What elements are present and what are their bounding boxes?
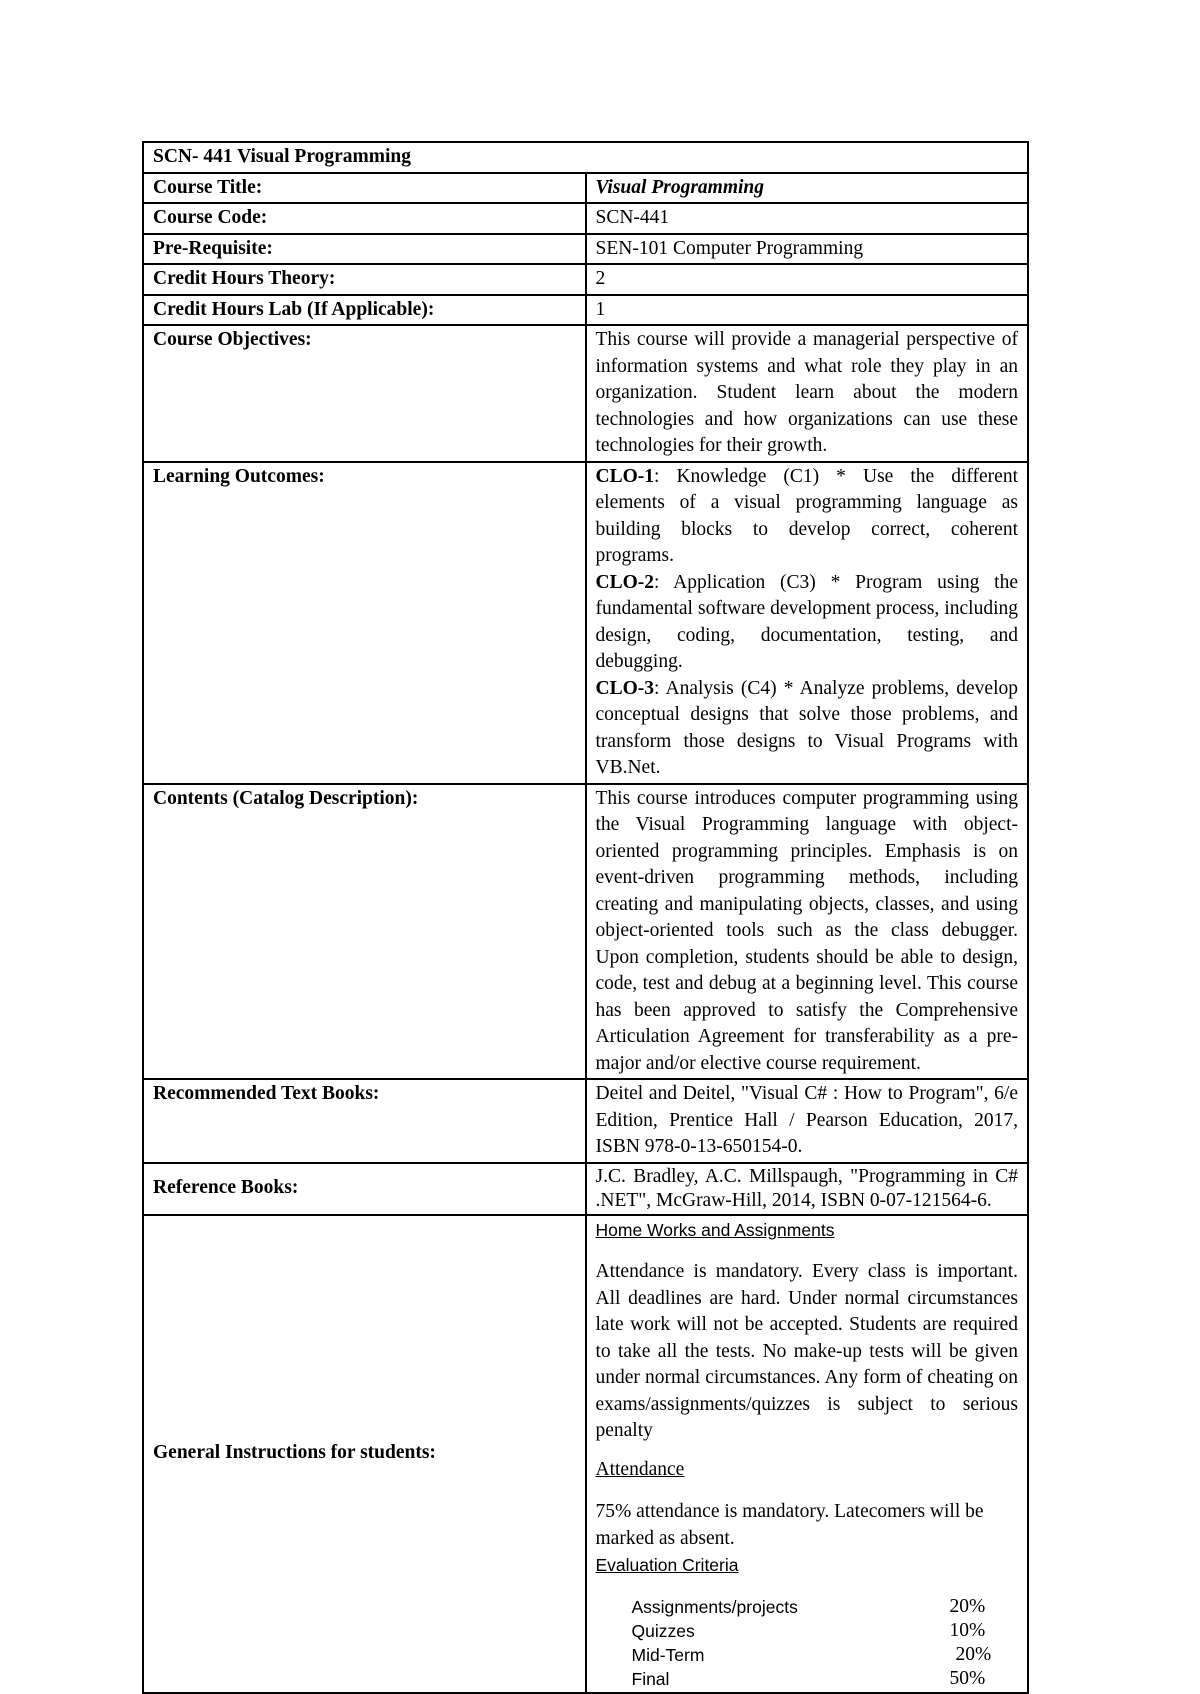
evaluation-item [632,1667,1019,1691]
evaluation-item [632,1595,1019,1619]
outcomes-row [143,462,1028,784]
evaluation-item [632,1643,1019,1667]
reference-books-value: J.C. Bradley, A.C. Millspaugh, "Programming in C# .NET", McGraw-Hill, 2014, ISBN 0-07-121564-6. [586,1163,1029,1215]
instructions-value [586,1215,1029,1693]
objectives-label: Course Objectives: [143,325,586,462]
reference-books-label: Reference Books: [143,1163,586,1215]
objectives-row [143,325,1028,462]
clo-code: CLO-3 [595,677,654,699]
outcomes-label: Learning Outcomes: [143,462,586,784]
clo-item [596,464,1019,570]
homework-heading: Home Works and Assignments [595,1219,835,1240]
evaluation-name: Quizzes [631,1620,695,1641]
credit-theory-label: Credit Hours Theory: [143,264,586,295]
clo-item [596,676,1019,782]
contents-label: Contents (Catalog Description): [143,784,586,1080]
text-books-row [143,1079,1028,1163]
clo-text: : Application (C3) * Program using the fundamental software development process, including design, coding, documentation, testing, and debugging. [595,571,1018,672]
evaluation-name: Final [631,1668,670,1689]
outcomes-value [586,462,1029,784]
attendance-text: 75% attendance is mandatory. Latecomers will be marked as absent. [595,1501,984,1549]
attendance-heading: Attendance [595,1458,685,1480]
table-title: SCN- 441 Visual Programming [143,142,1028,173]
evaluation-name: Assignments/projects [631,1596,798,1617]
prerequisite-row [143,234,1028,265]
clo-text: : Knowledge (C1) * Use the different elements of a visual programming language as building blocks to develop correct, coherent programs. [595,465,1018,566]
credit-theory-row [143,264,1028,295]
evaluation-list [632,1595,1019,1691]
evaluation-weight: 20% [955,1643,992,1665]
evaluation-name: Mid-Term [631,1644,705,1665]
evaluation-item [632,1619,1019,1643]
evaluation-weight: 50% [949,1667,986,1689]
prerequisite-value: SEN-101 Computer Programming [586,234,1029,265]
course-code-row [143,203,1028,234]
title-row [143,142,1028,173]
text-books-label: Recommended Text Books: [143,1079,586,1163]
course-title-value: Visual Programming [586,173,1029,204]
credit-theory-value: 2 [586,264,1029,295]
course-outline-table [142,141,1029,1694]
credit-lab-row [143,295,1028,326]
homework-text: Attendance is mandatory. Every class is important. All deadlines are hard. Under normal circumstances late work will not be accepted. Students are required to take all the tests. No make-up tests will be given under normal circumstances. Any form of cheating on exams/assignments/quizzes is subject to serious penalty [595,1261,1018,1441]
course-title-row [143,173,1028,204]
text-books-value: Deitel and Deitel, "Visual C# : How to Program", 6/e Edition, Prentice Hall / Pearson Education, 2017, ISBN 978-0-13-650154-0. [586,1079,1029,1163]
evaluation-weight: 10% [949,1619,986,1641]
course-code-label: Course Code: [143,203,586,234]
clo-item [596,570,1019,676]
clo-text: : Analysis (C4) * Analyze problems, develop conceptual designs that solve those problems, and transform those designs to Visual Programs with VB.Net. [595,677,1018,778]
instructions-label: General Instructions for students: [143,1215,586,1693]
reference-books-row [143,1163,1028,1215]
prerequisite-label: Pre-Requisite: [143,234,586,265]
clo-code: CLO-1 [595,465,654,487]
contents-row [143,784,1028,1080]
clo-code: CLO-2 [595,571,654,593]
evaluation-weight: 20% [949,1595,986,1617]
instructions-row [143,1215,1028,1693]
course-code-value: SCN-441 [586,203,1029,234]
objectives-value: This course will provide a managerial perspective of information systems and what role they play in an organization. Student learn about the modern technologies and how organizations can use these technologies for their growth. [586,325,1029,462]
course-title-label: Course Title: [143,173,586,204]
evaluation-heading: Evaluation Criteria [595,1555,739,1575]
credit-lab-label: Credit Hours Lab (If Applicable): [143,295,586,326]
credit-lab-value: 1 [586,295,1029,326]
contents-value: This course introduces computer programming using the Visual Programming language with object-oriented programming principles. Emphasis is on event-driven programming methods, including creating and manipulating objects, classes, and using object-oriented tools such as the class debugger. Upon completion, students should be able to design, code, test and debug at a beginning level. This course has been approved to satisfy the Comprehensive Articulation Agreement for transferability as a pre-major and/or elective course requirement. [586,784,1029,1080]
